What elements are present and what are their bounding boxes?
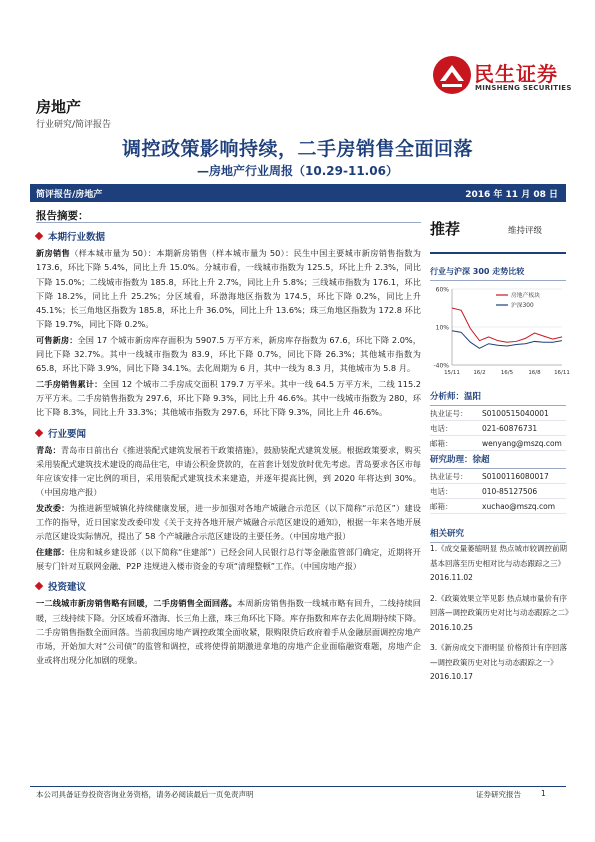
header-band bbox=[30, 184, 566, 202]
assistant-block bbox=[430, 451, 566, 514]
assistant-title: 研究助理：徐超 bbox=[430, 451, 566, 469]
analyst-row: 执业证号： S0100515040001 bbox=[430, 406, 566, 421]
chart-y-tick-label: -40% bbox=[433, 362, 449, 370]
abstract-column bbox=[36, 208, 421, 669]
chart-x-tick-label: 16/5 bbox=[500, 370, 514, 376]
paragraph: 发改委：为推进新型城镇化持续健康发展，进一步加强对各地产城融合示范区（以下简称“示范区”）建设工作的指导，近日国家发改委印发《关于支持各地开展产城融合示范区建设的通知》，根据一年来各地开展示范区建设实际情况，提出了 58 个产城融合示范区建设的主要任务。（中国房地产报） bbox=[36, 502, 421, 542]
page-number: 1 bbox=[541, 789, 546, 798]
assistant-row: 执业证号： S0100116080017 bbox=[430, 469, 566, 484]
bullet-diamond-icon bbox=[35, 428, 43, 436]
rating-panel bbox=[430, 214, 566, 254]
chart-x-tick-label: 16/11 bbox=[554, 370, 570, 376]
industry-title: 房地产 bbox=[36, 98, 82, 116]
chart-series-line bbox=[452, 308, 562, 342]
report-subtitle: —房地产行业周报（10.29-11.06） bbox=[197, 164, 398, 178]
paragraph: 可售新房：全国 17 个城市新房库存面积为 5907.5 万平方米，新房库存指数为 67.6，环比下降 2.0%，同比下降 32.7%。其中一线城市指数为 83.9，环比下降 0.7%，同比下降 26.3%；其他城市指数为 65.8，环比下降 3.9%，同比下降 34.1%。去化周期为 6 月，其中一线为 8.3 月，其他城市为 5.8 月。 bbox=[36, 334, 421, 374]
paragraph: 新房销售（样本城市量为 50）：本期新房销售（样本城市量为 50）：民生中国主要城市新房销售指数为 173.6，环比下降 5.4%，同比上升 15.0%。分城市看，一线城市指数为 125.5，环比上升 2.3%，同比下降 15.0%；二线城市指数为 185.8，环比上升 2.7%，同比上升 5.8%；三线城市指数为 176.1，环比下降 18.2%，同比上升 25.2%；分区域看，环渤海地区指数为 174.5，环比下降 0.2%，同比上升 45.1%；长三角地区指数为 185.8，环比上升 36.0%，同比上升 13.6%；珠三角地区指数为 172.8 环比下降 19.7%，同比下降 0.2%。 bbox=[36, 248, 421, 330]
footer-label: 证券研究报告 bbox=[476, 790, 521, 799]
chart-y-tick-label: 60% bbox=[435, 286, 449, 294]
section-heading: 投资建议 bbox=[36, 579, 421, 593]
section-heading: 本期行业数据 bbox=[36, 229, 421, 243]
related-title: 相关研究 bbox=[430, 527, 566, 543]
rating-row bbox=[430, 214, 566, 254]
analyst-email-row[interactable]: 邮箱： wenyang@mszq.com bbox=[430, 436, 566, 451]
chart-title: 行业与沪深 300 走势比较 bbox=[430, 267, 525, 276]
related-item[interactable]: 1.《成交量萎缩明显 热点城市较调控前期基本回落至历史相对比与动态跟踪之三》2016.11.02 bbox=[430, 544, 568, 582]
related-list bbox=[430, 542, 570, 691]
report-type: 行业研究/简评报告 bbox=[36, 120, 112, 130]
analyst-title: 分析师：温阳 bbox=[430, 388, 566, 406]
related-item[interactable]: 3.《新房成交下滑明显 价格预计有序回落—调控政策历史对比与动态跟踪之一》2016.10.17 bbox=[430, 643, 568, 681]
paragraph: 二手房销售累计：全国 12 个城市二手房成交面积 179.7 万平米。其中一线 64.5 万平方米，二线 115.2 万平方米。二手房销售指数为 297.6，环比下降 9.3%，同比上升 46.6%。其中一线城市指数为 280，环比下降 8.3%，同比上升 33.3%；其他城市指数为 297.6，环比下降 9.3%，同比上升 46.6%。 bbox=[36, 378, 421, 418]
chart-legend-label: 沪深300 bbox=[511, 303, 534, 310]
chart-x-tick-label: 16/2 bbox=[473, 370, 486, 376]
section-heading: 行业要闻 bbox=[36, 426, 421, 440]
brand-emblem-icon bbox=[432, 55, 472, 95]
abstract-heading: 报告摘要： bbox=[36, 210, 89, 222]
chart-x-tick-label: 15/11 bbox=[444, 370, 460, 376]
paragraph: 青岛：青岛市日前出台《推进装配式建筑发展若干政策措施》，鼓励装配式建筑发展。根据政策要求，购买采用装配式建筑技术建设的商品住宅，申请公积金贷款的，在首套计划发放时优先考虑。青岛要求各区市每年应该安排一定比例的项目，采用装配式建筑技术来建造，并逐年提高比例，到 2020 年将达到 30%。（中国房地产报） bbox=[36, 444, 421, 498]
analyst-block bbox=[430, 388, 566, 451]
footer-divider bbox=[30, 786, 566, 787]
assistant-row: 电话： 010-85127506 bbox=[430, 484, 566, 499]
related-item[interactable]: 2.《政策效果立竿见影 热点城市量价有序回落—调控政策历史对比与动态跟踪之二》2016.10.25 bbox=[430, 593, 569, 632]
bullet-diamond-icon bbox=[35, 232, 43, 240]
trend-chart-svg bbox=[430, 281, 570, 383]
analyst-row: 电话： 021-60876731 bbox=[430, 421, 566, 436]
brand-name-en: MINSHENG SECURITIES bbox=[475, 84, 572, 92]
bullet-diamond-icon bbox=[35, 582, 43, 590]
chart-legend-label: 房地产板块 bbox=[511, 293, 540, 300]
assistant-email-row[interactable]: 邮箱： xuchao@mszq.com bbox=[430, 499, 566, 514]
paragraph: 一二线城市新房销售略有回暖，二手房销售全面回落。本周新房销售指数一线城市略有回升，二线持续回暖，三线持续下降。分区域看环渤海、长三角上涨，珠三角环比下降。库存指数和库存去化周期持续下降。二手房销售指数全面回落。当前我国房地产调控政策全面收紧，限购限贷后政府着手从金融层面调控房地产市场，开始加大对“公司债”的监管和调控，或将使得前期激进拿地的房地产企业面临融资难题，房地产企业或将出现分化加剧的现象。 bbox=[36, 598, 421, 666]
trend-chart bbox=[430, 280, 570, 382]
brand-logo bbox=[432, 55, 572, 97]
footer-disclaimer: 本公司具备证券投资咨询业务资格，请务必阅读最后一页免责声明 bbox=[36, 790, 254, 799]
chart-x-tick-label: 16/8 bbox=[528, 370, 541, 376]
band-date: 2016 年 11 月 08 日 bbox=[465, 190, 558, 200]
rating-value: 维持评级 bbox=[508, 226, 543, 236]
chart-y-tick-label: 10% bbox=[435, 324, 449, 332]
chart-series-line bbox=[452, 331, 562, 348]
band-category: 简评报告/房地产 bbox=[36, 190, 103, 200]
rating-label: 推荐 bbox=[430, 220, 461, 238]
brand-name-cn: 民生证券 bbox=[474, 62, 558, 86]
report-title: 调控政策影响持续，二手房销售全面回落 bbox=[121, 138, 473, 160]
paragraph: 住建部：住房和城乡建设部（以下简称“住建部”）已经会同人民银行总行等金融监管部门确定，近期将开展专门针对互联网金融、P2P 违规进入楼市资金的专项“清理整顿”工作。（中国房地产报） bbox=[36, 546, 421, 571]
